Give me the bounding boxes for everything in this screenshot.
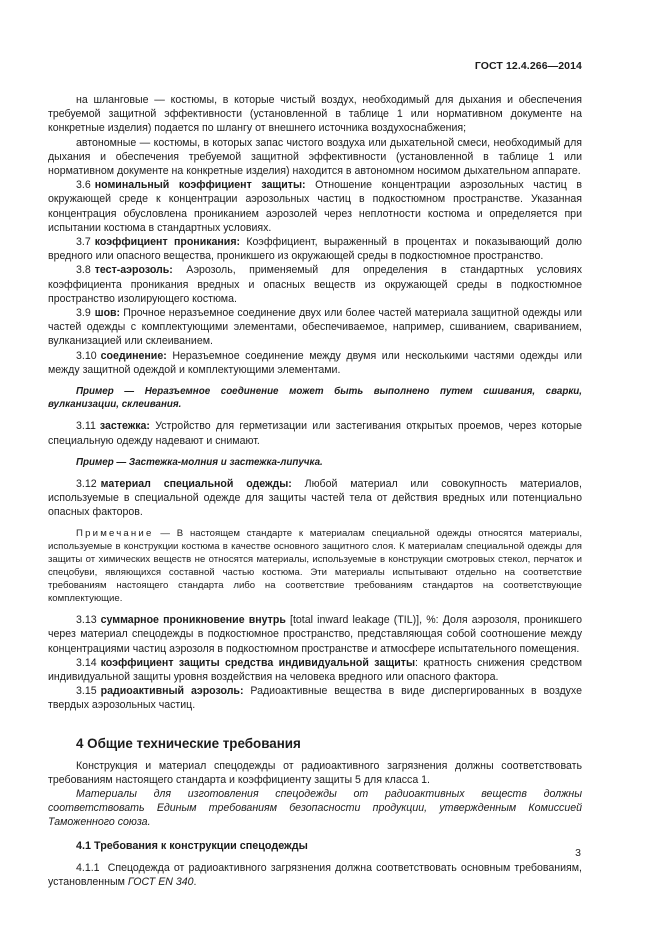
section-4-paragraph-materials: Материалы для изготовления спецодежды от радиоактивных веществ должны соответствовать Единым требованиям безопасности продукции, утвержденным Комиссией Таможенного союза. xyxy=(48,788,582,829)
example-3-10: Пример — Неразъемное соединение может быть выполнено путем сшивания, сварки, вулканизации, склеивания. xyxy=(48,386,582,411)
clause-4-1-1 xyxy=(48,861,582,889)
term-definition: Радиоактивные вещества в виде диспергированных в воздухе твердых аэрозольных частиц. xyxy=(48,685,582,712)
term-definition: Коэффициент, выраженный в процентах и показывающий долю вредного или опасного вещества, проникшего из окружающей среды в подкостюмное пространство. xyxy=(48,236,582,263)
term-number: 3.6 xyxy=(76,179,91,192)
document-body xyxy=(48,93,582,889)
term-number: 3.12 xyxy=(76,478,97,491)
term-3-11 xyxy=(48,419,582,447)
term-3-7 xyxy=(48,235,582,263)
term-3-12 xyxy=(48,477,582,520)
term-number: 3.9 xyxy=(76,307,91,320)
clause-end: . xyxy=(193,876,197,889)
term-number: 3.13 xyxy=(76,614,97,627)
term-number: 3.7 xyxy=(76,236,91,249)
term-number: 3.10 xyxy=(76,349,97,362)
term-3-6 xyxy=(48,178,582,235)
term-3-14 xyxy=(48,656,582,684)
term-title: шов: xyxy=(94,307,121,320)
term-number: 3.8 xyxy=(76,264,91,277)
note-3-12 xyxy=(48,527,582,606)
paragraph-hose-suits: на шланговые — костюмы, в которые чистый воздух, необходимый для дыхания и обеспечения требуемой защитной эффективности (установленной в таблице 1 или нормативном документе на конкретные изделия) подается по шлангу от внешнего источника воздухоснабжения; xyxy=(48,94,582,135)
standard-header: ГОСТ 12.4.266—2014 xyxy=(474,60,582,72)
term-definition: Любой материал или совокупность материалов, используемые в специальной одежде для защиты частей тела от действия вредных или потенциально опасных факторов. xyxy=(48,478,582,519)
term-3-8 xyxy=(48,263,582,306)
subsection-4-1-heading: 4.1 Требования к конструкции спецодежды xyxy=(76,839,308,852)
paragraph-autonomous-suits: автономные — костюмы, в которых запас чистого воздуха или дыхательной смеси, необходимый для дыхания и обеспечения требуемой защитной эффективности (установленной в таблице 1 или нормативном документе на конкретные изделия) находится в автономном носимом дыхательном аппарате. xyxy=(48,136,582,178)
term-title: коэффициент защиты средства индивидуальной защиты xyxy=(100,656,415,669)
term-definition: Устройство для герметизации или застегивания открытых проемов, через которые специальную одежду надевают и снимают. xyxy=(48,420,582,447)
note-label: Примечание xyxy=(76,527,154,539)
term-3-15 xyxy=(48,684,582,712)
term-number: 3.14 xyxy=(76,656,97,669)
term-title: радиоактивный аэрозоль: xyxy=(100,685,244,698)
term-definition: : кратность снижения средством индивидуальной защиты уровня воздействия на человека вредного или опасного фактора. xyxy=(48,656,582,684)
term-title: суммарное проникновение внутрь xyxy=(100,614,286,627)
term-title: соединение: xyxy=(100,349,167,362)
term-definition: Отношение концентрации аэрозольных частиц в окружающей среде к концентрации аэрозольных частиц в подкостюмном пространстве. Указанная концентрация обусловлена прониканием аэрозолей через неплотности костюма и определяется при испытании костюма в стандартных условиях. xyxy=(48,179,583,234)
clause-number: 4.1.1 xyxy=(76,861,100,874)
term-3-10 xyxy=(48,349,582,377)
page-number: 3 xyxy=(575,847,581,859)
term-title: номинальный коэффициент защиты: xyxy=(94,179,306,192)
term-number: 3.11 xyxy=(76,420,96,433)
example-3-11: Пример — Застежка-молния и застежка-липучка. xyxy=(76,456,323,468)
term-3-13 xyxy=(48,613,582,656)
section-4-paragraph-construction: Конструкция и материал спецодежды от радиоактивного загрязнения должны соответствовать требованиям настоящего стандарта и коэффициенту защиты 5 для класса 1. xyxy=(48,759,582,786)
term-definition: Аэрозоль, применяемый для определения в стандартных условиях коэффициента проникания вредных и опасных веществ из окружающей среды в подкостюмное пространство изолирующего костюма. xyxy=(48,264,582,305)
term-definition: [total inward leakage (TIL)], %: Доля аэрозоля, проникшего через материал спецодежды в подкостюмное пространство, представляющая собой соотношение между концентрациями частиц аэрозоля в подкостюмном пространстве и атмосфере испытательного помещения. xyxy=(48,614,582,655)
term-definition: Прочное неразъемное соединение двух или более частей материала защитной одежды или частей одежды с комплектующими элементами, обеспечиваемое, например, сшиванием, свариванием, вулканизацией или склеиванием. xyxy=(48,307,582,348)
term-title: материал специальной одежды: xyxy=(100,478,292,491)
term-title: коэффициент проникания: xyxy=(94,236,241,249)
standard-reference: ГОСТ EN 340 xyxy=(127,876,194,889)
note-text: — В настоящем стандарте к материалам специальной одежды относятся материалы, используемые в конструкции костюма в качестве основного защитного слоя. К материалам специальной одежды для защиты от химических веществ не относятся материалы, используемые в конструкции смотровых стекол, перчаток и спецобуви, являющихся составной частью костюма. Эти материалы испытывают отдельно на соответствие требованиям настоящего стандарта либо на соответствие требованиям стандартов на соответствующие комплектующие. xyxy=(48,527,582,605)
section-4-heading: 4 Общие технические требования xyxy=(76,735,301,751)
term-definition: Неразъемное соединение между двумя или несколькими частями одежды или между защитной одеждой и комплектующими элементами. xyxy=(48,349,582,376)
term-number: 3.15 xyxy=(76,685,97,698)
term-3-9 xyxy=(48,306,582,349)
clause-text: Спецодежда от радиоактивного загрязнения должна соответствовать основным требованиям, установленным xyxy=(48,861,582,889)
term-title: тест-аэрозоль: xyxy=(94,264,173,277)
term-title: застежка: xyxy=(99,420,150,433)
